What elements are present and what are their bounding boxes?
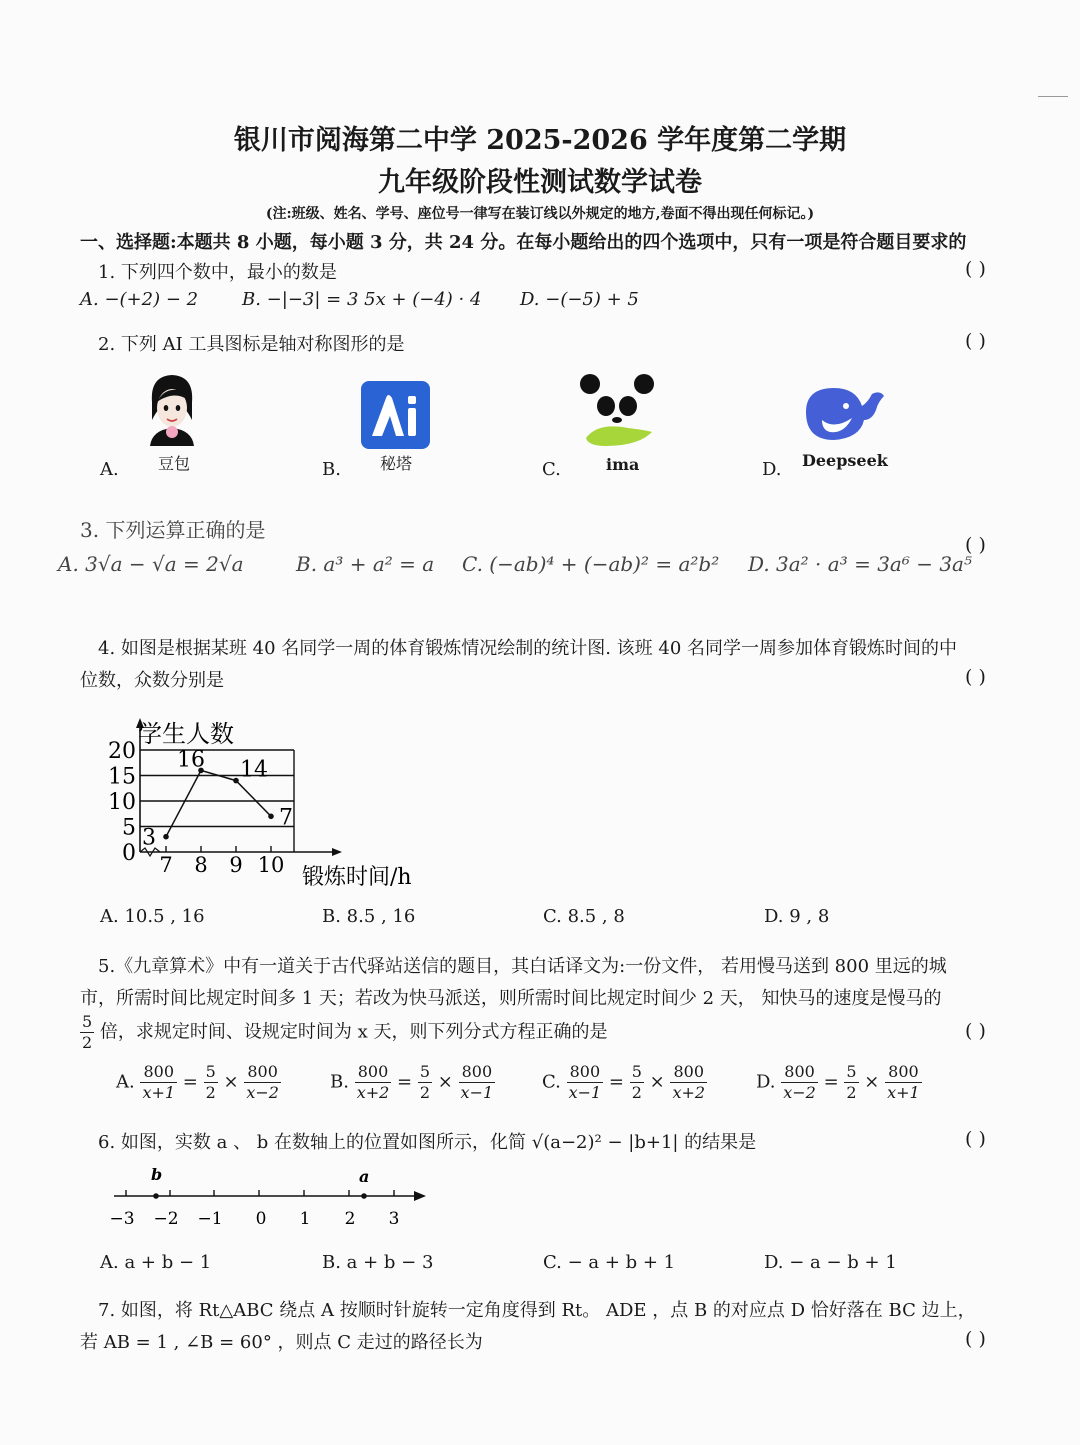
exam-subtitle: 九年级阶段性测试数学试卷 <box>378 167 702 198</box>
x-tick-label: 9 <box>229 853 243 877</box>
y-tick-label: 5 <box>122 815 136 841</box>
frac-den: 2 <box>846 1083 857 1102</box>
y-tick-label: 20 <box>108 739 136 764</box>
q5-answer-paren: ( ) <box>965 1020 986 1042</box>
q2-option-d-label: Deepseek <box>802 451 888 470</box>
x-axis-arrow <box>332 848 342 856</box>
q7-stem-line2: 若 AB = 1 , ∠B = 60° ，则点 C 走过的路径长为 <box>80 1332 483 1353</box>
q4-answer-paren: ( ) <box>965 666 986 688</box>
q1-option-b: B. −|−3| = 3 5x + (−4) · 4 <box>242 289 482 310</box>
y-tick-label: 10 <box>108 790 136 815</box>
q2-stem: 2. 下列 AI 工具图标是轴对称图形的是 <box>98 334 405 355</box>
q2-option-a-label: 豆包 <box>158 454 191 473</box>
tick-label: 3 <box>388 1209 400 1229</box>
frac-den: x−2 <box>246 1083 279 1102</box>
frac-den: x−1 <box>460 1083 494 1102</box>
data-point <box>233 778 239 784</box>
x-tick-label: 8 <box>194 853 208 877</box>
point-a-label: a <box>359 1167 370 1186</box>
y-tick-label: 15 <box>108 764 136 790</box>
y-axis-title: 学生人数 <box>138 720 234 748</box>
q2-option-b-letter: B. <box>322 459 341 480</box>
q5-frac-denominator: 2 <box>82 1033 93 1052</box>
frac-num: 800 <box>355 1062 392 1083</box>
ima-panda-icon <box>578 372 656 448</box>
q5-stem-text: 倍，求规定时间、设规定时间为 x 天，则下列分式方程正确的是 <box>99 1021 608 1043</box>
exercise-line-chart <box>94 714 434 890</box>
data-point <box>163 834 169 840</box>
q6-option-b: B. a + b − 3 <box>322 1252 434 1273</box>
data-label: 3 <box>142 825 156 851</box>
number-line-arrow <box>414 1191 426 1201</box>
q3-answer-paren: ( ) <box>965 534 986 556</box>
q1-option-d: D. −(−5) + 5 <box>520 289 639 310</box>
exam-title: 银川市阅海第二中学 2025-2026 学年度第二学期 <box>233 125 847 156</box>
exam-note: (注:班级、姓名、学号、座位号一律写在装订线以外规定的地方,卷面不得出现任何标记。) <box>265 206 815 222</box>
point-b <box>153 1193 159 1199</box>
tick-label: −1 <box>197 1209 223 1229</box>
q5-option-b-letter: B. <box>330 1071 349 1093</box>
q4-option-d: D. 9 , 8 <box>764 906 830 927</box>
data-label: 14 <box>240 757 268 783</box>
q6-option-d: D. − a − b + 1 <box>764 1252 897 1273</box>
frac-num: 5 <box>846 1062 857 1081</box>
tick-label: −3 <box>109 1209 135 1229</box>
frac-den: x+1 <box>142 1083 176 1102</box>
data-label: 7 <box>279 805 293 831</box>
frac-num: 800 <box>140 1062 177 1083</box>
frac-den: x−2 <box>783 1083 816 1102</box>
q5-stem-line1: 5.《九章算术》中有一道关于古代驿站送信的题目，其白话译文为:一份文件， 若用慢马送到 800 里远的城 <box>98 956 947 977</box>
q3-stem: 3. 下列运算正确的是 <box>80 518 266 542</box>
frac-num: 5 <box>631 1062 642 1081</box>
q3-option-b: B. a³ + a² = a <box>296 552 435 576</box>
doubao-icon <box>144 372 200 446</box>
q4-option-b: B. 8.5 , 16 <box>322 906 416 927</box>
q6-option-a: A. a + b − 1 <box>100 1252 212 1273</box>
frac-num: 5 <box>419 1062 431 1081</box>
x-tick-label: 7 <box>159 853 173 877</box>
tick-label: 1 <box>299 1209 311 1229</box>
q7-stem-line1: 7. 如图，将 Rt△ABC 绕点 A 按顺时针旋转一定角度得到 Rt。 ADE ，点 B 的对应点 D 恰好落在 BC 边上， <box>98 1300 976 1321</box>
frac-den: 2 <box>419 1083 431 1102</box>
q4-stem-line1: 4. 如图是根据某班 40 名同学一周的体育锻炼情况绘制的统计图. 该班 40 名同学一周参加体育锻炼时间的中 <box>98 638 958 659</box>
q1-option-a: A. −(+2) − 2 <box>80 289 199 310</box>
point-b-label: b <box>151 1165 163 1184</box>
frac-num: 800 <box>459 1062 496 1083</box>
data-label: 16 <box>177 747 205 773</box>
q4-option-a: A. 10.5 , 16 <box>100 906 205 927</box>
q7-answer-paren: ( ) <box>965 1328 986 1350</box>
q6-option-c: C. − a + b + 1 <box>543 1252 676 1273</box>
frac-den: x−1 <box>568 1083 602 1102</box>
q5-option-c: C. $\frac{800}{x-1}$ = $\frac{5}{2}$ × $\frac{800}{x+2}$ <box>542 1062 706 1102</box>
tick-label: −2 <box>153 1209 179 1229</box>
q5-stem-line2: 市，所需时间比规定时间多 1 天；若改为快马派送，则所需时间比规定时间少 2 天， 知快马的速度是慢马的 <box>80 988 942 1009</box>
q5-frac-numerator: 5 <box>82 1012 93 1031</box>
frac-den: x+2 <box>672 1083 706 1102</box>
q2-option-c-label: ima <box>606 455 640 474</box>
q6-stem: 6. 如图，实数 a 、 b 在数轴上的位置如图所示，化简 √(a−2)² − |b+1| 的结果是 <box>98 1132 757 1153</box>
q3-option-c: C. (−ab)⁴ + (−ab)² = a²b² <box>462 552 720 576</box>
q4-option-c: C. 8.5 , 8 <box>543 906 625 927</box>
deepseek-whale-icon <box>800 380 886 444</box>
q2-option-d-letter: D. <box>762 459 782 480</box>
frac-den: x+2 <box>356 1083 390 1102</box>
q5-option-a-letter: A. <box>116 1071 135 1093</box>
q3-option-a: A. 3√a − √a = 2√a <box>58 552 244 576</box>
frac-den: x+1 <box>887 1083 920 1102</box>
q1-answer-paren: ( ) <box>965 258 986 280</box>
section-heading: 一、选择题:本题共 8 小题，每小题 3 分，共 24 分。在每小题给出的四个选项中，只有一项是符合题目要求的 <box>80 232 967 253</box>
metaso-icon <box>360 380 432 450</box>
frac-den: 2 <box>631 1083 642 1102</box>
q5-option-c-letter: C. <box>542 1071 561 1093</box>
frac-num: 800 <box>885 1062 922 1083</box>
q2-option-c-letter: C. <box>542 459 561 480</box>
data-point <box>268 814 274 820</box>
corner-mark <box>1038 96 1068 97</box>
q5-option-d-letter: D. <box>756 1071 776 1093</box>
tick-label: 0 <box>255 1209 267 1229</box>
q5-option-b: B. $\frac{800}{x+2}$ = $\frac{5}{2}$ × $\frac{800}{x-1}$ <box>330 1062 494 1102</box>
frac-num: 800 <box>567 1062 604 1083</box>
q3-option-d: D. 3a² · a³ = 3a⁶ − 3a⁵ <box>748 552 972 576</box>
q4-stem-line2: 位数，众数分别是 <box>80 670 224 691</box>
q5-option-a: A. $\frac{800}{x+1}$ = $\frac{5}{2}$ × $\frac{800}{x-2}$ <box>116 1062 279 1102</box>
q2-option-a-letter: A. <box>100 459 119 480</box>
x-tick-label: 10 <box>257 853 285 877</box>
frac-num: 800 <box>781 1062 818 1083</box>
q5-option-d: D. $\frac{800}{x-2}$ = $\frac{5}{2}$ × $\frac{800}{x+1}$ <box>756 1062 920 1102</box>
frac-num: 5 <box>205 1062 216 1081</box>
q5-stem-line3 <box>80 1012 608 1053</box>
frac-num: 800 <box>244 1062 281 1083</box>
x-axis-title: 锻炼时间/h <box>302 865 412 890</box>
q2-option-b-label: 秘塔 <box>380 454 413 473</box>
q6-answer-paren: ( ) <box>965 1128 986 1150</box>
tick-label: 2 <box>344 1209 356 1229</box>
number-line <box>106 1162 436 1232</box>
frac-den: 2 <box>205 1083 216 1102</box>
q2-answer-paren: ( ) <box>965 330 986 352</box>
q1-stem: 1. 下列四个数中，最小的数是 <box>98 262 337 283</box>
frac-num: 800 <box>670 1062 707 1083</box>
point-a <box>361 1193 367 1199</box>
y-tick-label: 0 <box>122 841 136 866</box>
